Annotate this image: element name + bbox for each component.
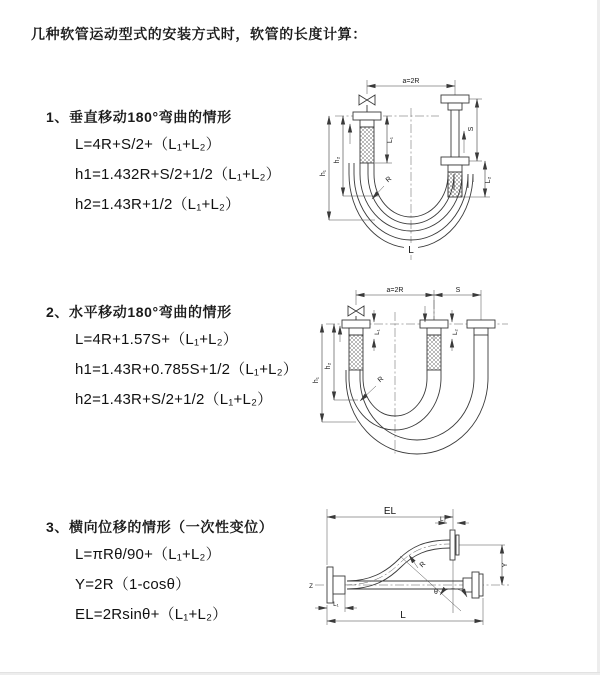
radius-label: R: [384, 175, 394, 185]
formula-line: h1=1.43R+0.785S+1/2（L₁+L₂）: [75, 361, 298, 378]
dim-label-l1: L₁: [333, 601, 339, 608]
diagram-vertical-180-bend: [305, 68, 595, 263]
page-title: 几种软管运动型式的安装方式时，软管的长度计算：: [31, 26, 367, 42]
dim-label-l: L: [400, 610, 406, 621]
dim-label-h1: h₁: [320, 169, 327, 177]
left-flange: [353, 112, 381, 127]
diagram-horizontal-180-bend: [300, 282, 600, 457]
braided-hose-section: [427, 335, 441, 370]
valve-icon: [359, 95, 375, 112]
theta-radius-line: [400, 556, 461, 611]
radius-label: R: [376, 375, 386, 385]
dim-label-l1: L₁: [374, 329, 381, 335]
formula-line: L=πRθ/90+（L₁+L₂）: [75, 546, 221, 563]
braided-hose-section: [360, 127, 374, 163]
dim-label-el: EL: [383, 506, 397, 517]
formula-line: Y=2R（1-cosθ）: [75, 576, 191, 593]
section-3-heading: 3、横向位移的情形（一次性变位）: [46, 519, 274, 535]
page-edge-artifact: [0, 672, 600, 673]
length-label: L: [408, 245, 414, 256]
right-flange-upper: [441, 95, 469, 110]
right-flange: [463, 572, 483, 598]
formula-line: h1=1.432R+S/2+1/2（L₁+L₂）: [75, 166, 281, 183]
dim-label-h2: h₂: [334, 156, 341, 164]
section-2-heading: 2、水平移动180°弯曲的情形: [46, 304, 232, 320]
dim-label-a2r: a=2R: [402, 78, 420, 85]
formula-line: h2=1.43R+S/2+1/2（L₁+L₂）: [75, 391, 273, 408]
dim-label-h2: h₂: [325, 362, 332, 370]
left-flange: [342, 320, 370, 335]
axis-label: Z: [309, 583, 313, 590]
formula-line: L=4R+1.57S+（L₁+L₂）: [75, 331, 238, 348]
dim-label-s: S: [468, 126, 475, 132]
formula-line: L=4R+S/2+（L₁+L₂）: [75, 136, 221, 153]
formula-line: h2=1.43R+1/2（L₁+L₂）: [75, 196, 241, 213]
radius-label: R: [418, 560, 428, 570]
braided-hose-section: [349, 335, 363, 370]
dim-label-l1: L₁: [387, 136, 394, 144]
middle-flange: [420, 320, 448, 335]
angle-label: θ: [434, 589, 438, 596]
diagram-lateral-displacement: [297, 495, 597, 645]
upper-flange: [450, 530, 459, 560]
dim-label-l2: L₂: [452, 329, 459, 335]
right-flange-moved: [467, 320, 495, 335]
section-1-heading: 1、垂直移动180°弯曲的情形: [46, 109, 232, 125]
dim-label-h1: h₁: [313, 376, 320, 384]
dim-label-a2r: a=2R: [386, 287, 404, 294]
formula-line: EL=2Rsinθ+（L₁+L₂）: [75, 606, 228, 623]
hose-s-curve: [343, 540, 450, 589]
braided-hose-section: [448, 172, 462, 197]
dim-label-l2: L₂: [485, 176, 492, 184]
dim-label-y: Y: [502, 562, 509, 568]
dim-label-l2: L₂: [440, 516, 446, 523]
left-flange: [327, 567, 345, 603]
dim-label-s: S: [455, 287, 461, 294]
right-flange-lower: [441, 157, 469, 172]
hose-u-bend: [346, 335, 488, 454]
valve-icon: [348, 306, 364, 320]
